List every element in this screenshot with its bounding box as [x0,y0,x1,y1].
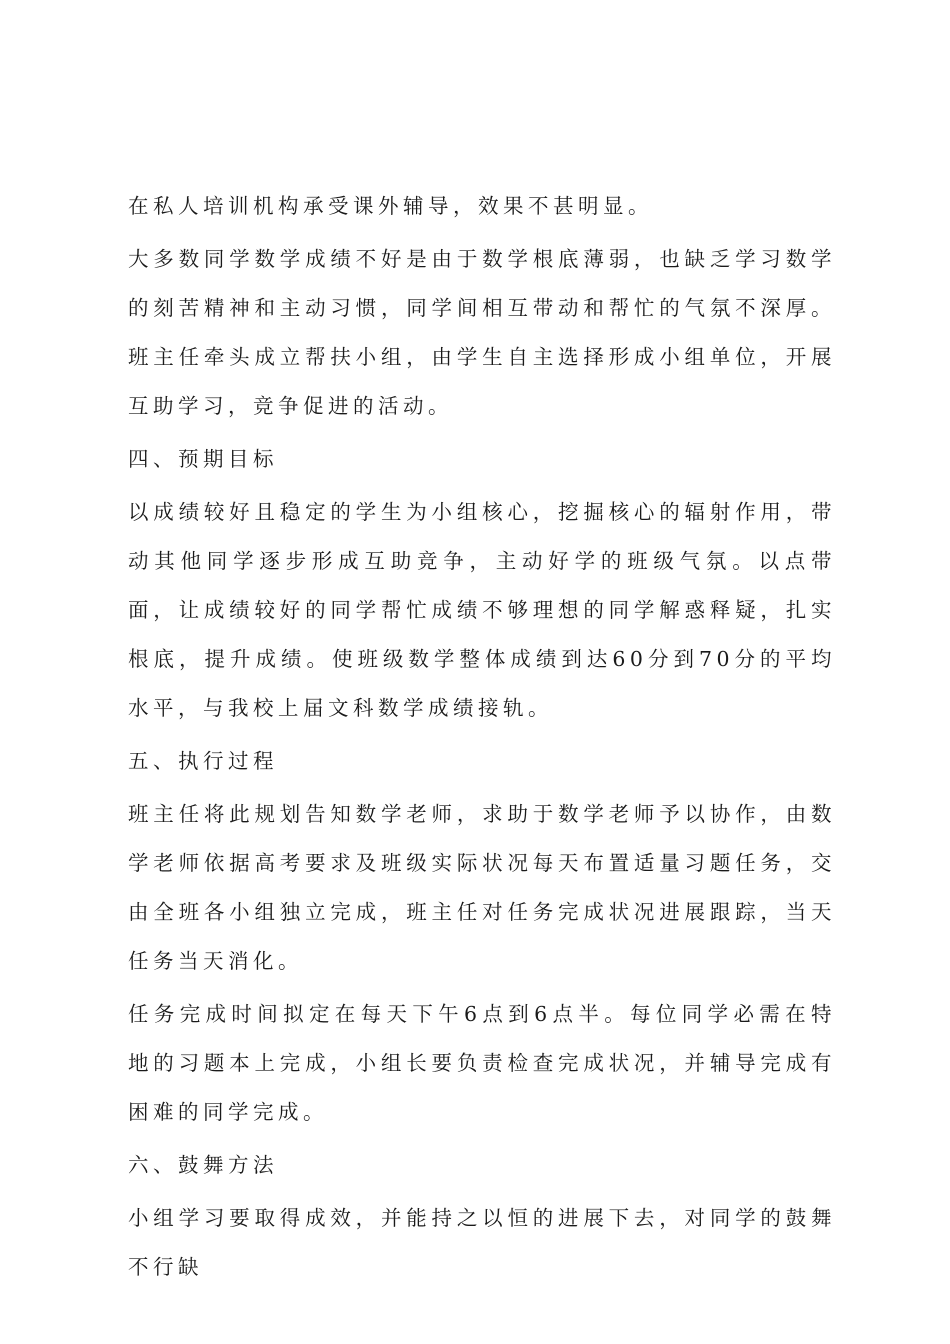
document-body [128,182,836,1292]
paragraph-task-time: 任务完成时间拟定在每天下午6点到6点半。每位同学必需在特地的习题本上完成，小组长要负责检查完成状况，并辅导完成有困难的同学完成。 [128,1002,836,1124]
paragraph-expected-goals: 以成绩较好且稳定的学生为小组核心，挖掘核心的辐射作用，带动其他同学逐步形成互助竞争，主动好学的班级气氛。以点带面，让成绩较好的同学帮忙成绩不够理想的同学解惑释疑，扎实根底，提升成绩。使班级数学整体成绩到达60分到70分的平均水平，与我校上届文科数学成绩接轨。 [128,500,836,720]
heading-execution-process: 五、执行过程 [128,749,278,773]
heading-encouragement-methods: 六、鼓舞方法 [128,1153,278,1177]
paragraph-execution-process: 班主任将此规划告知数学老师，求助于数学老师予以协作，由数学老师依据高考要求及班级实际状况每天布置适量习题任务，交由全班各小组独立完成，班主任对任务完成状况进展跟踪，当天任务当天消化。 [128,802,836,973]
heading-expected-goals: 四、预期目标 [128,447,278,471]
paragraph-problem-analysis: 大多数同学数学成绩不好是由于数学根底薄弱，也缺乏学习数学的刻苦精神和主动习惯，同学间相互带动和帮忙的气氛不深厚。班主任牵头成立帮扶小组，由学生自主选择形成小组单位，开展互助学习，竞争促进的活动。 [128,247,836,418]
paragraph-private-tutoring: 在私人培训机构承受课外辅导，效果不甚明显。 [128,194,653,218]
paragraph-encouragement-methods: 小组学习要取得成效，并能持之以恒的进展下去，对同学的鼓舞不行缺 [128,1206,836,1279]
